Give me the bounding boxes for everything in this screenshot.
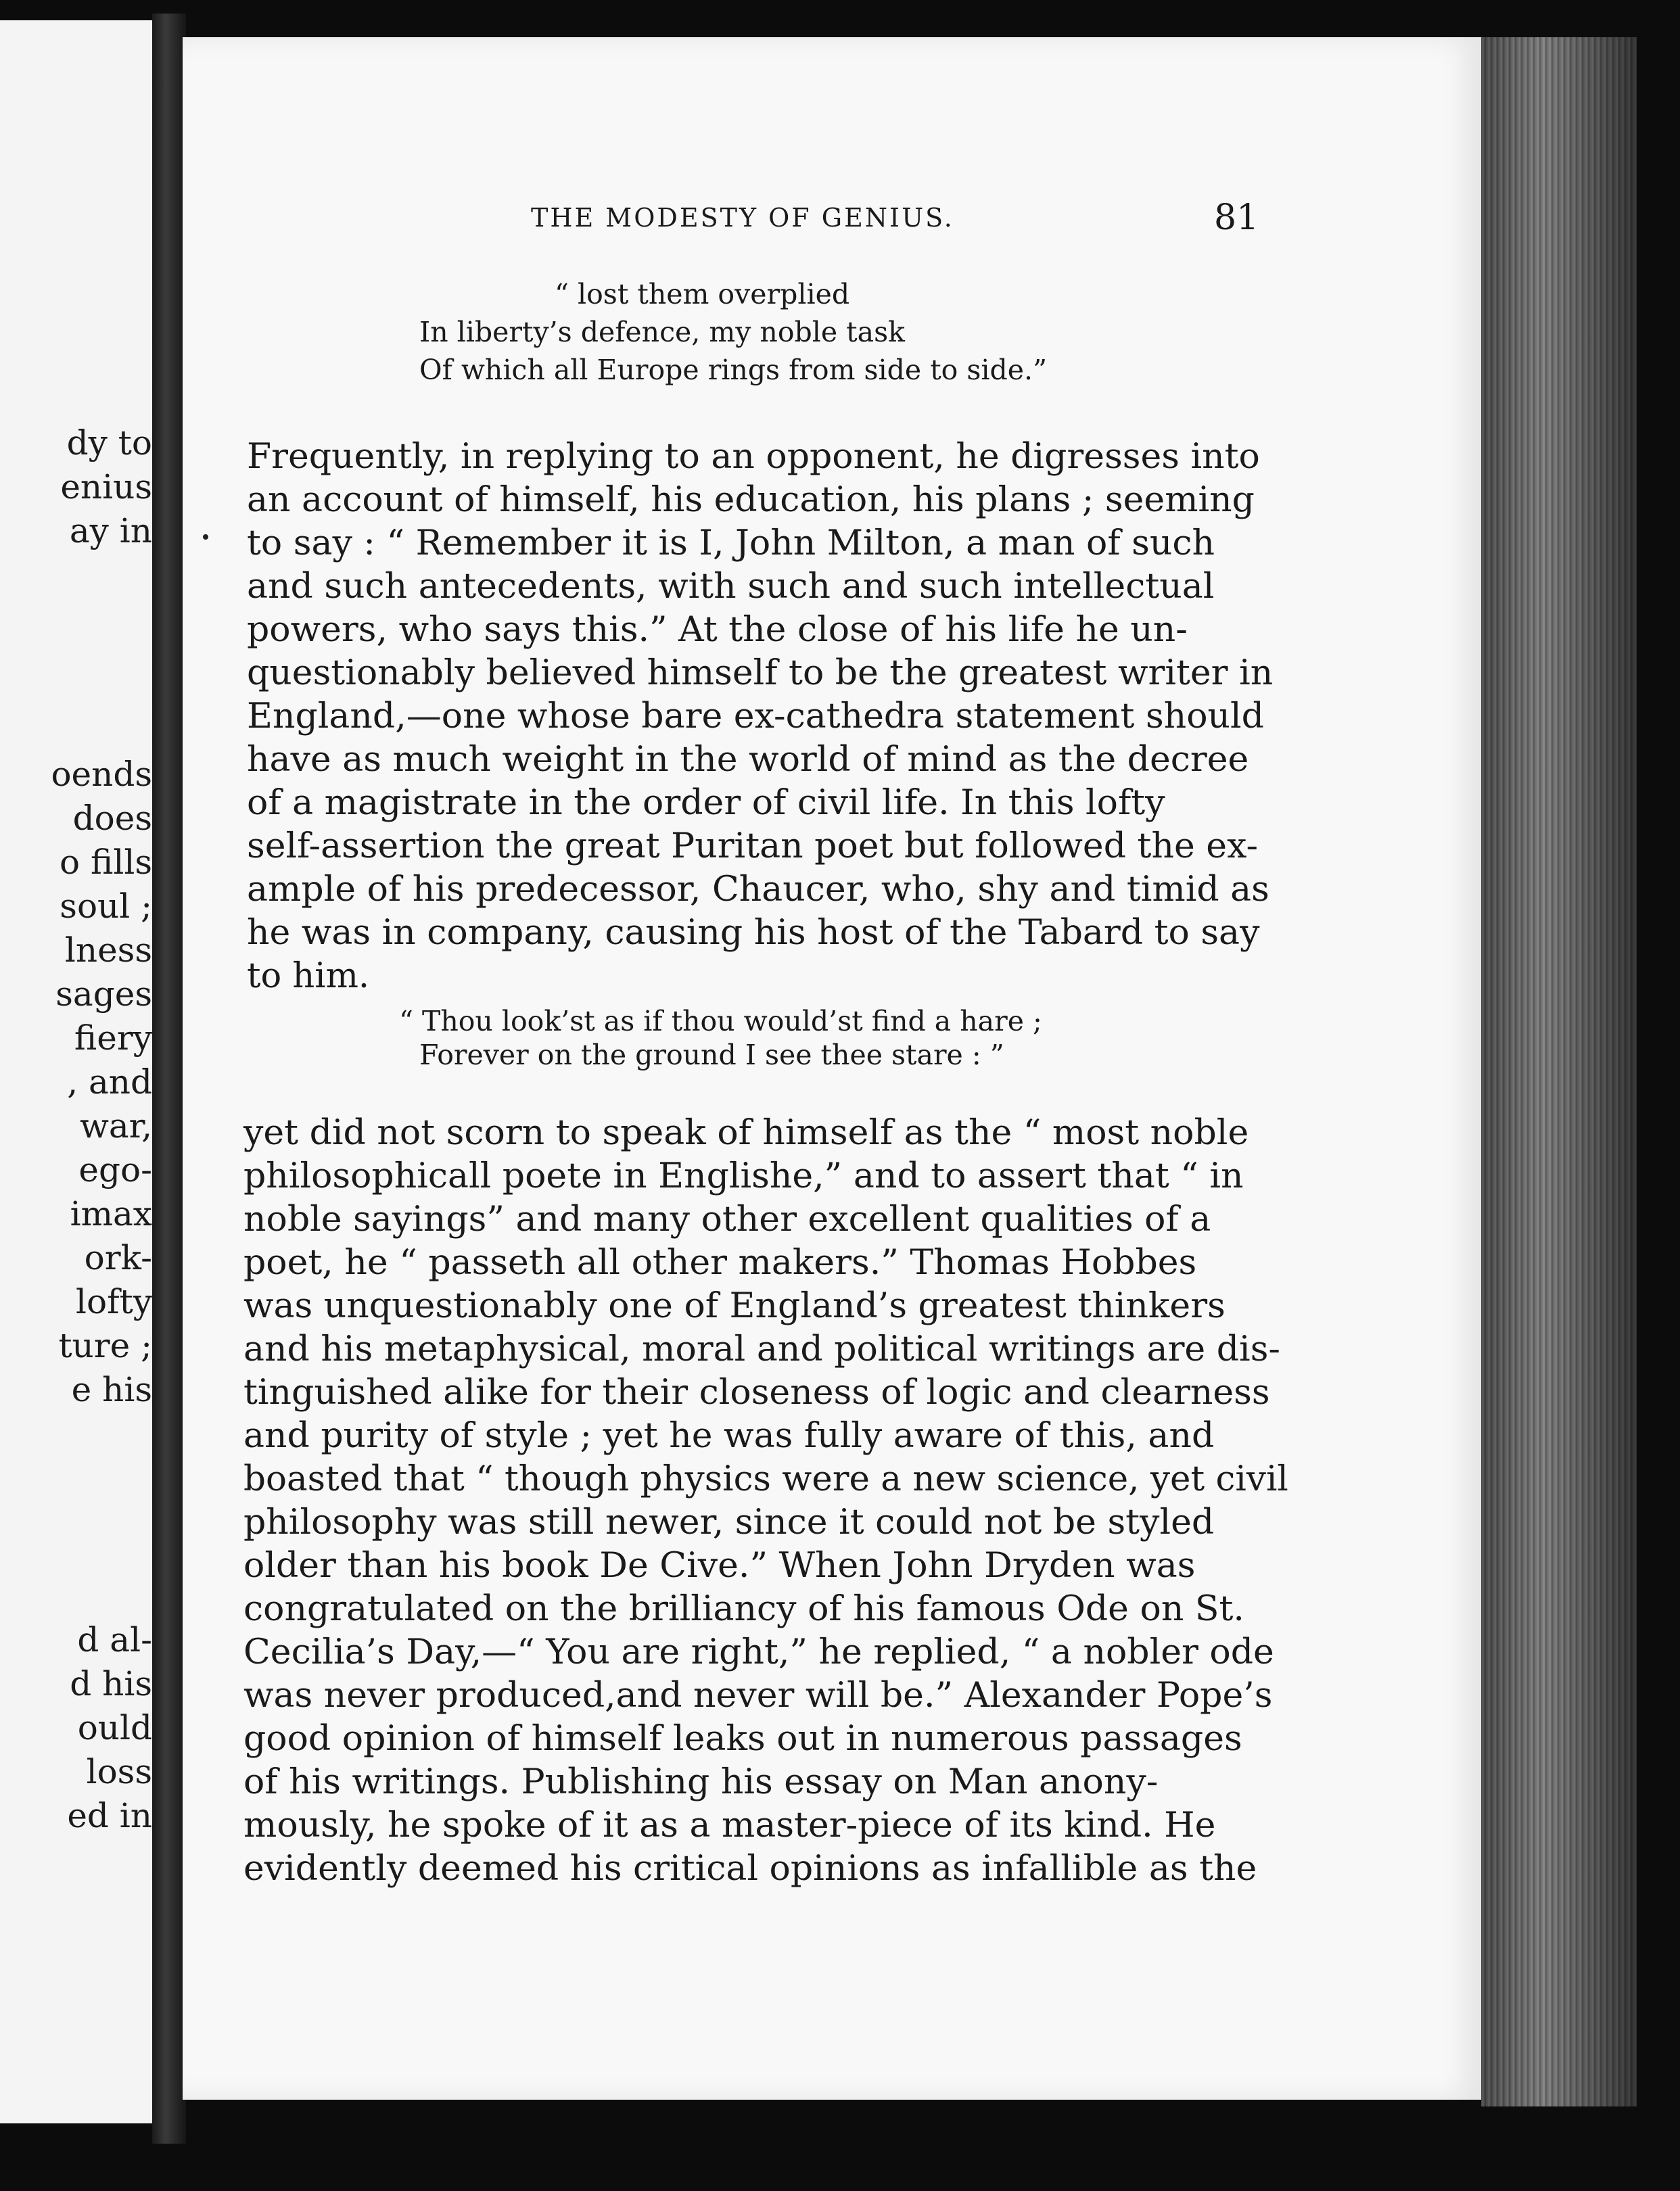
page-header [183,197,1485,243]
previous-page-line: o fills [60,843,152,882]
verse-line: “ lost them overplied [555,278,850,310]
paragraph-line: Cecilia’s Day,—“ You are right,” he replied, “ a nobler ode [243,1632,1274,1672]
paragraph-line: congratulated on the brilliancy of his famous Ode on St. [243,1589,1244,1629]
previous-page-line: ture ; [58,1326,152,1365]
previous-page-line: fiery [74,1018,152,1058]
previous-page-line: ay in [69,511,152,550]
paragraph-line: was never produced,and never will be.” Alexander Pope’s [243,1676,1273,1716]
previous-page-line: dy to [66,423,152,463]
previous-page-line: does [72,799,152,838]
previous-page-line: enius [60,467,152,506]
previous-page-line: lofty [76,1282,152,1321]
previous-page-line: sages [55,974,152,1014]
paragraph-line: and his metaphysical, moral and political writings are dis- [243,1329,1280,1369]
paragraph-line: noble sayings” and many other excellent qualities of a [243,1200,1211,1240]
previous-page-line: d al- [77,1620,152,1659]
paragraph-line: he was in company, causing his host of the Tabard to say [247,913,1260,953]
page-number: 81 [1214,197,1259,238]
paragraph-line: mously, he spoke of it as a master-piece of its kind. He [243,1806,1216,1845]
paragraph-line: powers, who says this.” At the close of his life he un- [247,610,1188,650]
paragraph-line: yet did not scorn to speak of himself as the “ most noble [243,1113,1249,1153]
page-edges [1481,37,1637,2106]
previous-page-line: ould [77,1708,152,1747]
previous-page-line: oends [51,755,152,794]
paragraph-line: philosophy was still newer, since it could not be styled [243,1503,1215,1542]
previous-page-line: lness [64,930,152,970]
paragraph-line: tinguished alike for their closeness of logic and clearness [243,1373,1270,1413]
ink-speck [203,534,208,540]
previous-page [0,20,155,2123]
verse-line: Of which all Europe rings from side to side.” [419,354,1048,386]
previous-page-line: imax [70,1194,152,1233]
running-head: THE MODESTY OF GENIUS. [531,203,954,233]
previous-page-line: ego- [78,1150,152,1189]
previous-page-line: e his [71,1370,152,1409]
paragraph-line: of a magistrate in the order of civil life. In this lofty [247,783,1165,823]
previous-page-line: ed in [67,1796,152,1835]
paragraph-line: England,—one whose bare ex-cathedra statement should [247,697,1264,736]
paragraph-line: poet, he “ passeth all other makers.” Thomas Hobbes [243,1243,1197,1283]
verse-line: In liberty’s defence, my noble task [419,316,905,348]
paragraph-line: questionably believed himself to be the greatest writer in [247,653,1274,693]
previous-page-line: d his [70,1664,152,1703]
paragraph-line: Frequently, in replying to an opponent, he digresses into [247,437,1260,477]
paragraph-line: and purity of style ; yet he was fully aware of this, and [243,1416,1215,1456]
paragraph-line: to say : “ Remember it is I, John Milton, a man of such [247,523,1215,563]
previous-page-line: war, [80,1106,152,1146]
previous-page-line: soul ; [60,887,152,926]
previous-page-line: loss [86,1752,152,1791]
paragraph-line: older than his book De Cive.” When John Dryden was [243,1546,1196,1586]
paragraph-line: an account of himself, his education, his plans ; seeming [247,480,1255,520]
verse-line: “ Thou look’st as if thou would’st find a hare ; [399,1005,1042,1037]
paragraph-line: and such antecedents, with such and such intellectual [247,567,1215,607]
paragraph-line: was unquestionably one of England’s greatest thinkers [243,1286,1226,1326]
paragraph-line: boasted that “ though physics were a new science, yet civil [243,1459,1288,1499]
paragraph-line: evidently deemed his critical opinions as infallible as the [243,1849,1257,1889]
previous-page-text [0,20,152,2123]
book-gutter [152,14,186,2144]
paragraph-line: have as much weight in the world of mind as the decree [247,740,1249,780]
previous-page-line: ork- [84,1238,152,1277]
verse-line: Forever on the ground I see thee stare : ” [419,1039,1004,1071]
paragraph-line: philosophicall poete in Englishe,” and to assert that “ in [243,1156,1244,1196]
paragraph-line: of his writings. Publishing his essay on Man anony- [243,1762,1159,1802]
paragraph-line: to him. [247,956,370,996]
paragraph-line: ample of his predecessor, Chaucer, who, shy and timid as [247,870,1269,910]
previous-page-line: , and [67,1062,152,1102]
paragraph-line: self-assertion the great Puritan poet but followed the ex- [247,826,1259,866]
paragraph-line: good opinion of himself leaks out in numerous passages [243,1719,1242,1759]
